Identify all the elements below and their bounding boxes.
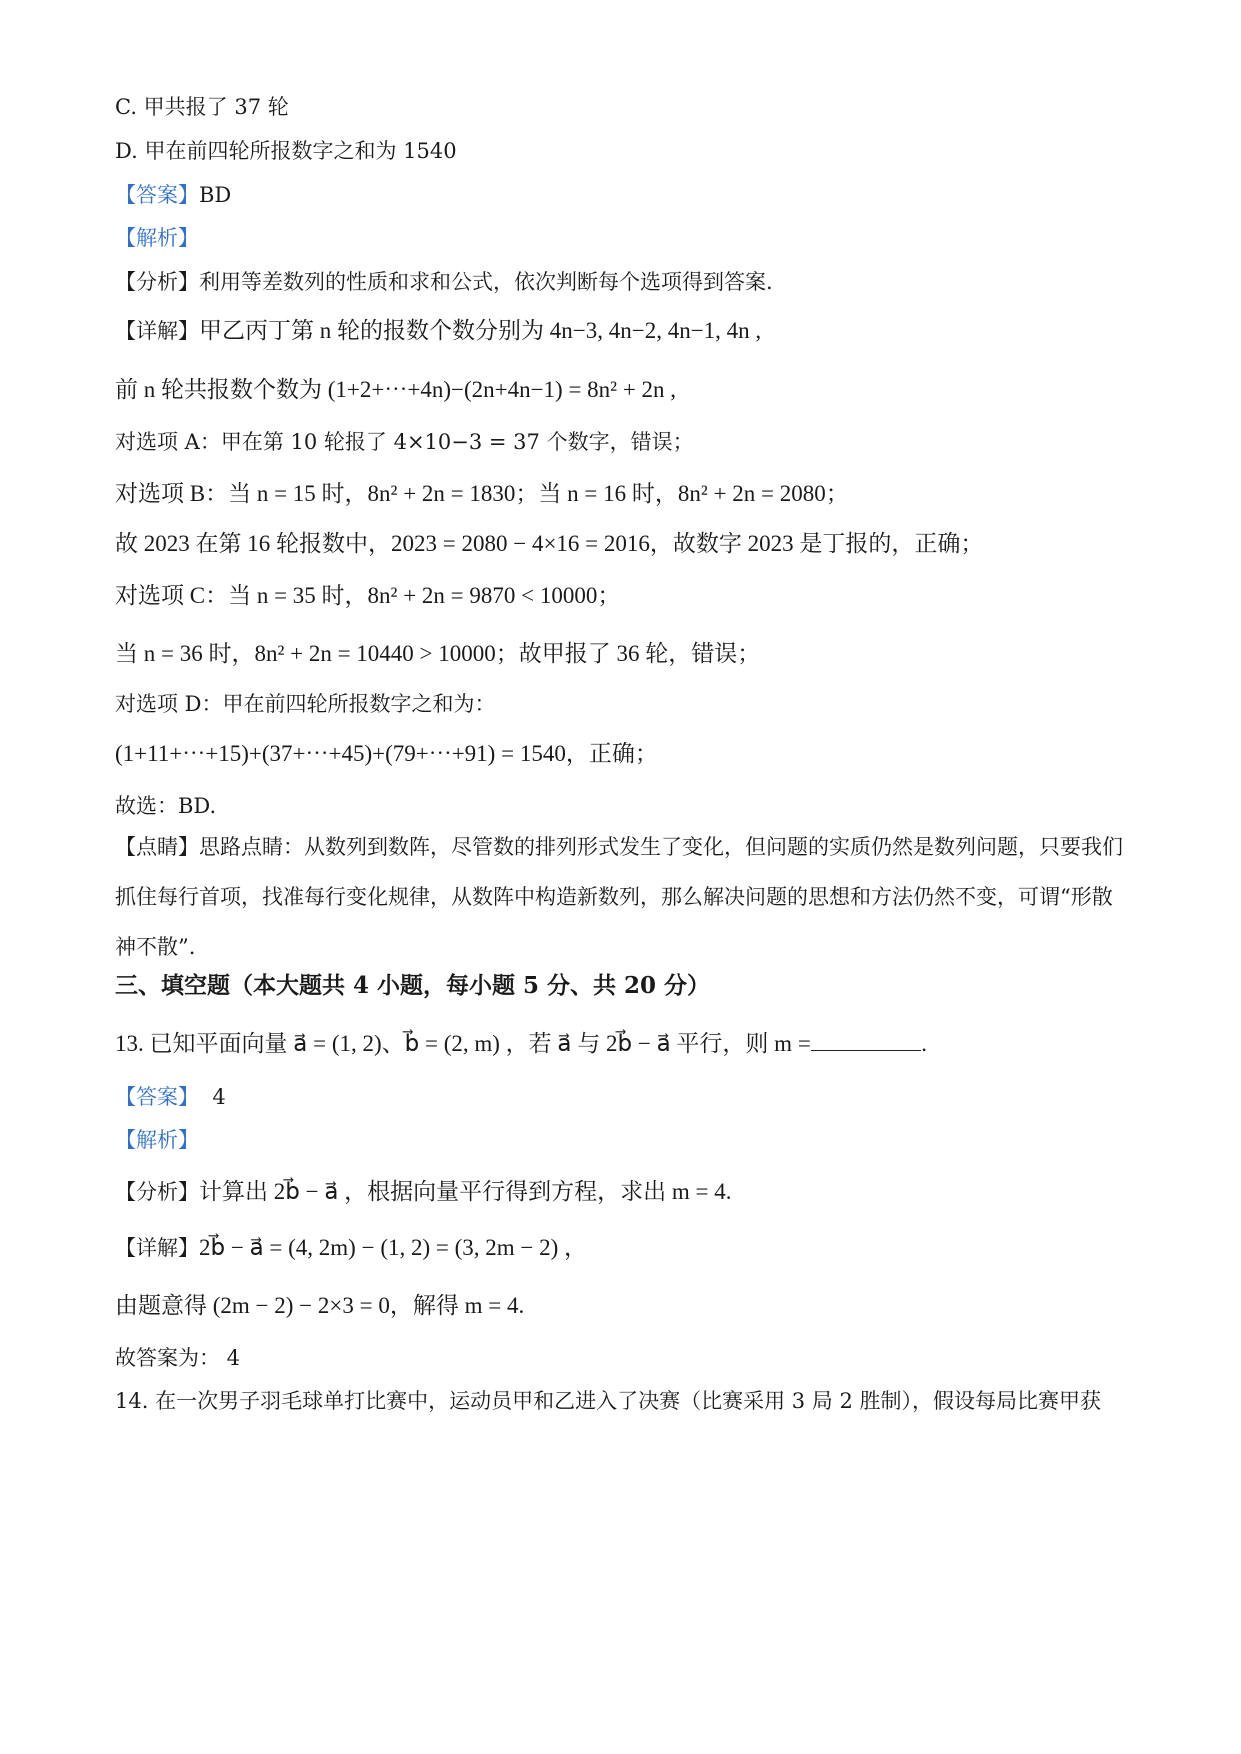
- line-option-b: 对选项 B：当 n = 15 时，8n² + 2n = 1830；当 n = 16 时，8n² + 2n = 2080；: [115, 481, 849, 506]
- answer-13: 【答案】 4: [115, 1085, 226, 1109]
- line-option-c2: 当 n = 36 时，8n² + 2n = 10440 > 10000；故甲报了 36 轮，错误；: [115, 641, 761, 666]
- answer-12: 【答案】BD: [115, 183, 232, 207]
- question-14: 14. 在一次男子羽毛球单打比赛中，运动员甲和乙进入了决赛（比赛采用 3 局 2 胜制），假设每局比赛甲获: [115, 1389, 1101, 1413]
- fenxi-tag: 【分析】: [115, 1180, 199, 1204]
- line-option-d-sum: (1+11+⋯+15)+(37+⋯+45)+(79+⋯+91) = 1540，正确；: [115, 741, 658, 766]
- line-option-d: 对选项 D：甲在前四轮所报数字之和为：: [115, 692, 496, 716]
- analysis-tag-12: 【解析】: [115, 226, 199, 250]
- answer-tag: 【答案】: [115, 183, 199, 207]
- line-final-answer: 故答案为： 4: [115, 1346, 241, 1370]
- line-option-b2: 故 2023 在第 16 轮报数中，2023 = 2080 − 4×16 = 2016，故数字 2023 是丁报的，正确；: [115, 531, 984, 556]
- answer-tag: 【答案】: [115, 1085, 199, 1109]
- line-equation: 由题意得 (2m − 2) − 2×3 = 0，解得 m = 4.: [115, 1293, 525, 1318]
- analysis-12: 【分析】利用等差数列的性质和求和公式，依次判断每个选项得到答案.: [115, 270, 773, 294]
- xiangjie-tag: 【详解】: [115, 1236, 199, 1260]
- option-d: D. 甲在前四轮所报数字之和为 1540: [115, 139, 457, 163]
- line-option-c: 对选项 C：当 n = 35 时，8n² + 2n = 9870 < 10000；: [115, 583, 621, 608]
- question-13: 13. 已知平面向量 a⃗ = (1, 2)、b⃗ = (2, m) ，若 a⃗ 与 2b⃗ − a⃗ 平行，则 m = .: [115, 1031, 928, 1056]
- detail-12: 【详解】甲乙丙丁第 n 轮的报数个数分别为 4n−3, 4n−2, 4n−1, 4n ,: [115, 318, 762, 343]
- analysis-13: 【分析】计算出 2b⃗ − a⃗ ，根据向量平行得到方程，求出 m = 4.: [115, 1179, 732, 1204]
- dianjing-12: 【点睛】思路点睛：从数列到数阵，尽管数的排列形式发生了变化，但问题的实质仍然是数列问题，只要我们抓住每行首项，找准每行变化规律，从数阵中构造新数列，那么解决问题的思想和方法仍然不变，可谓“形散神不散”.: [115, 835, 1123, 959]
- answer-blank: [811, 1030, 921, 1051]
- option-c: C. 甲共报了 37 轮: [115, 95, 289, 119]
- line-front-n: 前 n 轮共报数个数为 (1+2+⋯+4n)−(2n+4n−1) = 8n² + 2n ,: [115, 377, 677, 402]
- section-title-fill-blank: 三、填空题（本大题共 4 小题，每小题 5 分、共 20 分）: [115, 972, 711, 999]
- detail-13: 【详解】2b⃗ − a⃗ = (4, 2m) − (1, 2) = (3, 2m − 2) ，: [115, 1235, 588, 1260]
- line-select: 故选：BD.: [115, 794, 217, 818]
- line-option-a: 对选项 A：甲在第 10 轮报了 4×10−3 = 37 个数字，错误；: [115, 430, 694, 454]
- analysis-tag-13: 【解析】: [115, 1128, 199, 1152]
- xiangjie-tag: 【详解】: [115, 319, 199, 343]
- fenxi-tag: 【分析】: [115, 270, 199, 294]
- dianjing-tag: 【点睛】: [115, 835, 199, 859]
